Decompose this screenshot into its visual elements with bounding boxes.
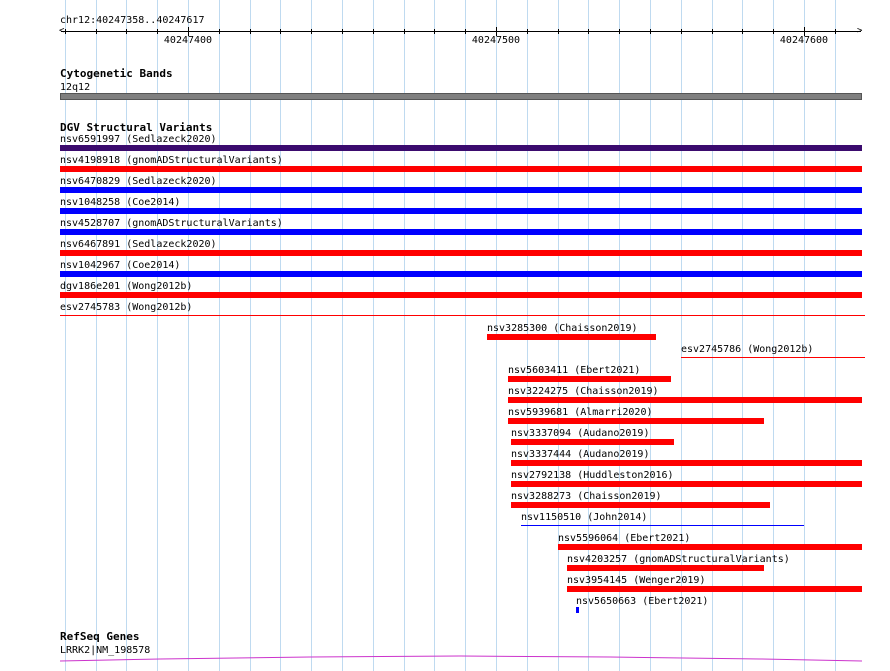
ruler-minor-tick [311,29,312,34]
ruler-minor-tick [712,29,713,34]
region-label: chr12:40247358..40247617 [60,15,205,26]
ruler-minor-tick [157,29,158,34]
variant-label: nsv3224275 (Chaisson2019) [508,386,659,397]
variant-label: nsv3285300 (Chaisson2019) [487,323,638,334]
variant-label: nsv5603411 (Ebert2021) [508,365,641,376]
ruler-minor-tick [588,29,589,34]
ruler-minor-tick [250,29,251,34]
ruler-minor-tick [404,29,405,34]
variant-bar[interactable] [511,481,862,487]
ruler-label-3: 40247600 [779,35,829,46]
ruler-label-1: 40247400 [163,35,213,46]
gridline [188,0,189,671]
variant-label: nsv4198918 (gnomADStructuralVariants) [60,155,283,166]
refseq-track-title: RefSeq Genes [60,630,140,643]
gene-model[interactable] [60,652,862,664]
variant-bar[interactable] [511,460,862,466]
gridline [373,0,374,671]
ruler-minor-tick [342,29,343,34]
ruler-line [61,31,861,32]
ruler-label-2: 40247500 [471,35,521,46]
gridline [65,0,66,671]
gridline [434,0,435,671]
variant-bar[interactable] [60,229,862,235]
variant-label: esv2745786 (Wong2012b) [681,344,814,355]
gridline [404,0,405,671]
ruler-minor-tick [681,29,682,34]
gridline [280,0,281,671]
gridline [126,0,127,671]
gridline [219,0,220,671]
ruler-minor-tick [373,29,374,34]
variant-label: nsv3954145 (Wenger2019) [567,575,706,586]
variant-bar[interactable] [521,525,804,526]
variant-label: nsv4528707 (gnomADStructuralVariants) [60,218,283,229]
gridline [804,0,805,671]
ruler-minor-tick [527,29,528,34]
gridline [250,0,251,671]
variant-label: nsv3337444 (Audano2019) [511,449,650,460]
variant-label: nsv4203257 (gnomADStructuralVariants) [567,554,790,565]
ruler-minor-tick [219,29,220,34]
variant-label: nsv5650663 (Ebert2021) [576,596,709,607]
variant-label: esv2745783 (Wong2012b) [60,302,193,313]
gridline [342,0,343,671]
ruler-minor-tick [96,29,97,34]
variant-bar[interactable] [511,439,674,445]
variant-label: nsv3337094 (Audano2019) [511,428,650,439]
variant-label: nsv6591997 (Sedlazeck2020) [60,134,217,145]
variant-label: dgv186e201 (Wong2012b) [60,281,193,292]
ruler-minor-tick [558,29,559,34]
ruler-minor-tick [65,29,66,34]
gridline [311,0,312,671]
variant-label: nsv5596064 (Ebert2021) [558,533,691,544]
variant-bar[interactable] [508,376,671,382]
variant-bar[interactable] [681,357,865,358]
variant-label: nsv1150510 (John2014) [521,512,648,523]
variant-bar[interactable] [60,271,862,277]
variant-bar[interactable] [60,315,865,316]
ruler-minor-tick [650,29,651,34]
ruler-minor-tick [742,29,743,34]
variant-bar[interactable] [60,187,862,193]
right-arrow-icon[interactable]: > [857,26,863,36]
variant-label: nsv1042967 (Coe2014) [60,260,181,271]
gridline [157,0,158,671]
variant-label: nsv3288273 (Chaisson2019) [511,491,662,502]
variant-bar[interactable] [60,166,862,172]
variant-label: nsv6467891 (Sedlazeck2020) [60,239,217,250]
ruler-minor-tick [619,29,620,34]
variant-bar[interactable] [487,334,656,340]
variant-bar[interactable] [567,565,764,571]
variant-bar[interactable] [60,208,862,214]
left-arrow-icon[interactable]: < [59,26,65,36]
variant-label: nsv6470829 (Sedlazeck2020) [60,176,217,187]
variant-bar[interactable] [511,502,770,508]
variant-bar[interactable] [567,586,862,592]
dgv-track-title: DGV Structural Variants [60,121,213,134]
variant-label: nsv1048258 (Coe2014) [60,197,181,208]
gridline [835,0,836,671]
variant-label: nsv2792138 (Huddleston2016) [511,470,674,481]
variant-bar[interactable] [60,145,862,151]
gridline [96,0,97,671]
ruler-minor-tick [280,29,281,34]
variant-bar[interactable] [508,418,764,424]
variant-bar[interactable] [558,544,862,550]
variant-bar[interactable] [576,607,579,613]
gridline [465,0,466,671]
cytoband-track-title: Cytogenetic Bands [60,67,173,80]
variant-bar[interactable] [60,292,862,298]
variant-bar[interactable] [508,397,862,403]
gridline [773,0,774,671]
ruler-minor-tick [126,29,127,34]
ruler-minor-tick [835,29,836,34]
cytoband-bar[interactable] [60,93,862,100]
ruler-minor-tick [434,29,435,34]
ruler-minor-tick [465,29,466,34]
ruler-minor-tick [773,29,774,34]
variant-label: nsv5939681 (Almarri2020) [508,407,653,418]
variant-bar[interactable] [60,250,862,256]
gene-label: LRRK2|NM_198578 [60,645,151,656]
cytoband-label: 12q12 [60,82,91,93]
